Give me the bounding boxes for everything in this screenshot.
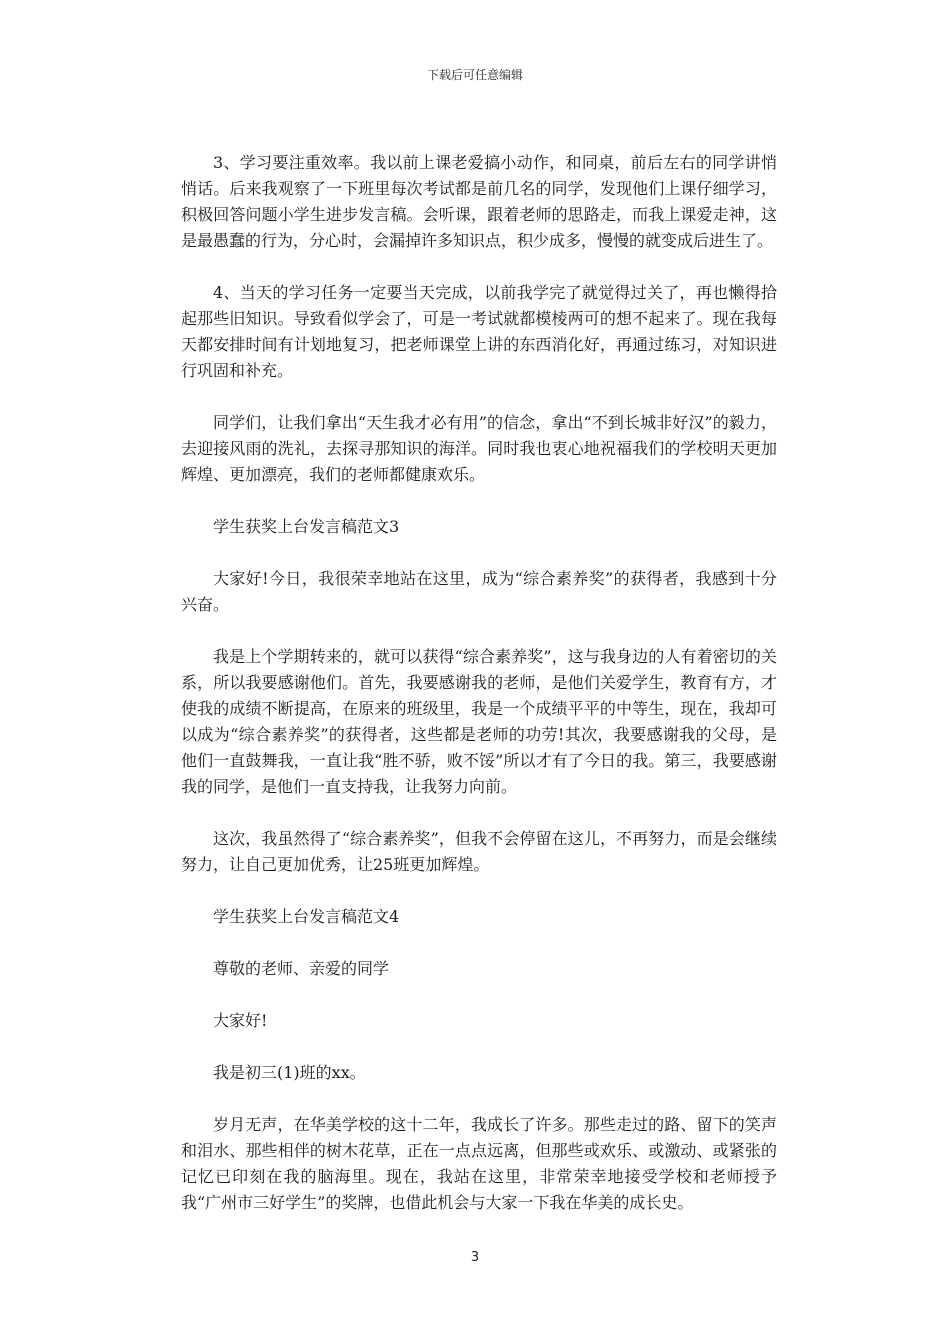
paragraph: 4、当天的学习任务一定要当天完成，以前我学完了就觉得过关了，再也懒得拾起那些旧知识。导致看似学会了，可是一考试就都模棱两可的想不起来了。现在我每天都安排时间有计划地复习，把老师课堂上讲的东西消化好，再通过练习，对知识进行巩固和补充。	[181, 283, 777, 380]
paragraph: 岁月无声，在华美学校的这十二年，我成长了许多。那些走过的路、留下的笑声和泪水、那些相伴的树木花草，正在一点点远离，但那些或欢乐、或激动、或紧张的记忆已印刻在我的脑海里。现在，我站在这里，非常荣幸地接受学校和老师授予我“广州市三好学生”的奖牌，也借此机会与大家一下我在华美的成长史。	[181, 1115, 777, 1212]
paragraph: 同学们，让我们拿出“天生我才必有用”的信念，拿出“不到长城非好汉”的毅力，去迎接风雨的洗礼，去探寻那知识的海洋。同时我也衷心地祝福我们的学校明天更加辉煌、更加漂亮，我们的老师都健康欢乐。	[181, 413, 777, 484]
page-number: 3	[470, 1250, 480, 1265]
greeting: 大家好!	[213, 1011, 268, 1030]
self-introduction: 我是初三(1)班的xx。	[213, 1063, 366, 1082]
paragraph: 大家好!今日，我很荣幸地站在这里，成为“综合素养奖”的获得者，我感到十分兴奋。	[181, 569, 777, 614]
paragraph: 我是上个学期转来的，就可以获得“综合素养奖”，这与我身边的人有着密切的关系，所以我要感谢他们。首先，我要感谢我的老师，是他们关爱学生，教育有方，才使我的成绩不断提高，在原来的班级里，我是一个成绩平平的中等生，现在，我却可以成为“综合素养奖”的获得者，这些都是老师的功劳!其次，我要感谢我的父母，是他们一直鼓舞我，一直让我“胜不骄，败不馁”所以才有了今日的我。第三，我要感谢我的同学，是他们一直支持我，让我努力向前。	[181, 647, 777, 796]
paragraph: 3、学习要注重效率。我以前上课老爱搞小动作，和同桌，前后左右的同学讲悄悄话。后来我观察了一下班里每次考试都是前几名的同学，发现他们上课仔细学习，积极回答问题小学生进步发言稿。会听课，跟着老师的思路走，而我上课爱走神，这是最愚蠢的行为，分心时，会漏掉许多知识点，积少成多，慢慢的就变成后进生了。	[181, 153, 777, 250]
paragraph: 这次，我虽然得了“综合素养奖”，但我不会停留在这儿，不再努力，而是会继续努力，让自己更加优秀，让25班更加辉煌。	[181, 829, 777, 874]
page-header: 下载后可任意编辑	[426, 68, 523, 82]
salutation: 尊敬的老师、亲爱的同学	[213, 959, 390, 978]
document-body	[181, 150, 777, 1242]
section-heading: 学生获奖上台发言稿范文3	[213, 517, 400, 536]
section-heading: 学生获奖上台发言稿范文4	[213, 907, 400, 926]
